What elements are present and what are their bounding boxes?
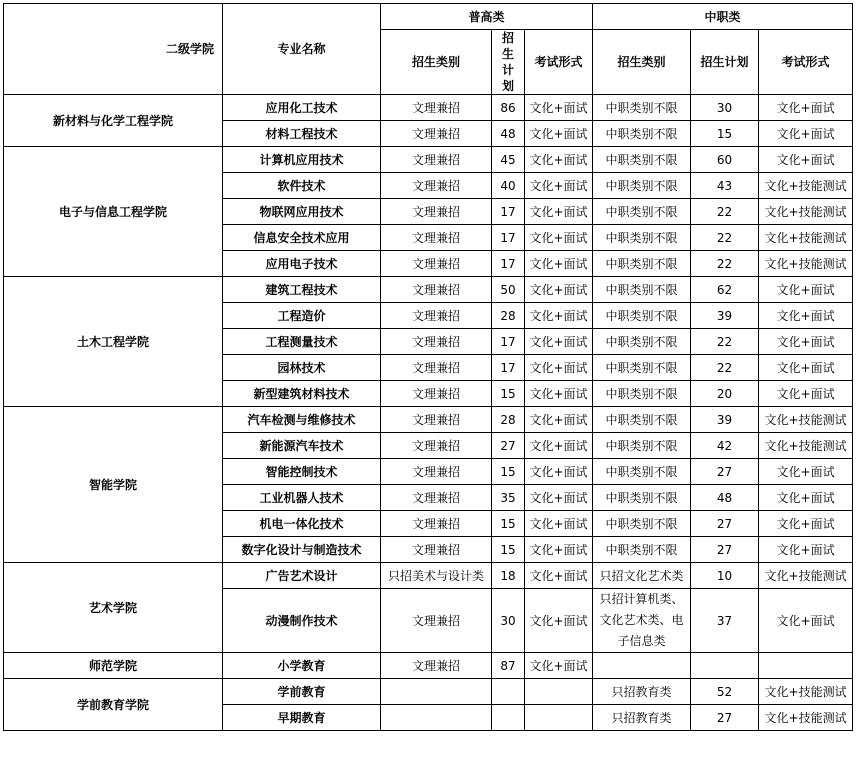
general-exam: 文化+面试 [525, 95, 593, 121]
major-name: 应用化工技术 [223, 95, 381, 121]
header-vocational-plan: 招生计划 [691, 30, 759, 95]
general-exam: 文化+面试 [525, 407, 593, 433]
header-general-group: 普高类 [381, 4, 593, 30]
vocational-exam: 文化+技能测试 [759, 199, 853, 225]
vocational-category [593, 589, 691, 653]
general-category: 文理兼招 [381, 199, 492, 225]
major-name: 软件技术 [223, 173, 381, 199]
general-plan: 28 [492, 407, 525, 433]
header-row-groups [4, 4, 853, 30]
table-row [4, 679, 853, 705]
general-category: 文理兼招 [381, 381, 492, 407]
major-name: 应用电子技术 [223, 251, 381, 277]
general-plan: 17 [492, 251, 525, 277]
general-exam: 文化+面试 [525, 121, 593, 147]
general-exam: 文化+面试 [525, 563, 593, 589]
general-plan: 17 [492, 225, 525, 251]
vocational-category: 只招教育类 [593, 705, 691, 731]
major-name: 园林技术 [223, 355, 381, 381]
college-name: 智能学院 [4, 407, 223, 563]
vocational-exam: 文化+面试 [759, 537, 853, 563]
general-plan: 17 [492, 199, 525, 225]
vocational-exam: 文化+面试 [759, 381, 853, 407]
header-general-plan-char: 招 [501, 31, 514, 45]
major-name: 物联网应用技术 [223, 199, 381, 225]
major-name: 建筑工程技术 [223, 277, 381, 303]
table-row [4, 563, 853, 589]
vocational-plan: 27 [691, 511, 759, 537]
header-vocational-group: 中职类 [593, 4, 853, 30]
general-category [381, 679, 492, 705]
general-plan: 30 [492, 589, 525, 653]
general-category: 文理兼招 [381, 589, 492, 653]
vocational-plan: 22 [691, 199, 759, 225]
general-plan: 40 [492, 173, 525, 199]
vocational-exam: 文化+面试 [759, 485, 853, 511]
vocational-category: 中职类别不限 [593, 459, 691, 485]
header-general-exam: 考试形式 [525, 30, 593, 95]
college-name: 学前教育学院 [4, 679, 223, 731]
header-vocational-category: 招生类别 [593, 30, 691, 95]
major-name: 信息安全技术应用 [223, 225, 381, 251]
general-exam: 文化+面试 [525, 653, 593, 679]
general-plan: 17 [492, 329, 525, 355]
general-exam [525, 705, 593, 731]
general-exam: 文化+面试 [525, 277, 593, 303]
general-category: 文理兼招 [381, 485, 492, 511]
admissions-table [3, 3, 853, 731]
general-plan: 28 [492, 303, 525, 329]
vocational-plan: 62 [691, 277, 759, 303]
general-exam: 文化+面试 [525, 355, 593, 381]
vocational-category: 中职类别不限 [593, 485, 691, 511]
general-category: 文理兼招 [381, 511, 492, 537]
general-plan: 15 [492, 537, 525, 563]
vocational-category: 中职类别不限 [593, 173, 691, 199]
vocational-exam: 文化+面试 [759, 329, 853, 355]
general-category: 文理兼招 [381, 653, 492, 679]
vocational-plan: 10 [691, 563, 759, 589]
general-plan: 17 [492, 355, 525, 381]
college-name: 艺术学院 [4, 563, 223, 653]
vocational-category: 中职类别不限 [593, 303, 691, 329]
header-general-plan-char: 生 [501, 47, 514, 61]
vocational-plan: 37 [691, 589, 759, 653]
vocational-category: 中职类别不限 [593, 121, 691, 147]
header-general-plan [492, 30, 525, 95]
general-plan: 15 [492, 381, 525, 407]
vocational-exam: 文化+技能测试 [759, 563, 853, 589]
general-exam: 文化+面试 [525, 147, 593, 173]
general-plan: 50 [492, 277, 525, 303]
major-name: 学前教育 [223, 679, 381, 705]
general-category: 文理兼招 [381, 277, 492, 303]
general-category: 文理兼招 [381, 407, 492, 433]
vocational-category-text: 只招计算机类、文化艺术类、电子信息类 [599, 592, 684, 648]
major-name: 动漫制作技术 [223, 589, 381, 653]
general-category: 文理兼招 [381, 147, 492, 173]
vocational-exam: 文化+技能测试 [759, 407, 853, 433]
vocational-category: 中职类别不限 [593, 355, 691, 381]
vocational-category: 中职类别不限 [593, 199, 691, 225]
general-exam: 文化+面试 [525, 511, 593, 537]
general-plan: 48 [492, 121, 525, 147]
major-name: 材料工程技术 [223, 121, 381, 147]
vocational-plan: 27 [691, 537, 759, 563]
vocational-plan: 22 [691, 329, 759, 355]
vocational-category: 中职类别不限 [593, 251, 691, 277]
general-exam: 文化+面试 [525, 199, 593, 225]
major-name: 机电一体化技术 [223, 511, 381, 537]
vocational-exam: 文化+面试 [759, 355, 853, 381]
major-name: 工程测量技术 [223, 329, 381, 355]
vocational-exam: 文化+面试 [759, 459, 853, 485]
vocational-plan: 30 [691, 95, 759, 121]
vocational-plan: 39 [691, 303, 759, 329]
vocational-category: 中职类别不限 [593, 277, 691, 303]
vocational-plan: 42 [691, 433, 759, 459]
vocational-plan: 27 [691, 705, 759, 731]
vocational-exam: 文化+面试 [759, 147, 853, 173]
major-name: 工程造价 [223, 303, 381, 329]
vocational-plan: 15 [691, 121, 759, 147]
general-exam: 文化+面试 [525, 459, 593, 485]
general-plan: 15 [492, 459, 525, 485]
vocational-exam [759, 653, 853, 679]
vocational-exam: 文化+技能测试 [759, 679, 853, 705]
table-row [4, 653, 853, 679]
vocational-category: 中职类别不限 [593, 95, 691, 121]
vocational-category: 中职类别不限 [593, 407, 691, 433]
major-name: 数字化设计与制造技术 [223, 537, 381, 563]
general-exam: 文化+面试 [525, 381, 593, 407]
vocational-plan: 48 [691, 485, 759, 511]
vocational-exam: 文化+面试 [759, 303, 853, 329]
major-name: 智能控制技术 [223, 459, 381, 485]
general-category: 只招美术与设计类 [381, 563, 492, 589]
vocational-exam: 文化+技能测试 [759, 433, 853, 459]
general-category: 文理兼招 [381, 459, 492, 485]
major-name: 汽车检测与维修技术 [223, 407, 381, 433]
vocational-plan: 22 [691, 251, 759, 277]
college-name: 师范学院 [4, 653, 223, 679]
vocational-category [593, 653, 691, 679]
general-plan: 27 [492, 433, 525, 459]
general-plan: 86 [492, 95, 525, 121]
major-name: 新能源汽车技术 [223, 433, 381, 459]
vocational-plan: 20 [691, 381, 759, 407]
vocational-plan: 52 [691, 679, 759, 705]
general-exam: 文化+面试 [525, 303, 593, 329]
table-row [4, 147, 853, 173]
general-category: 文理兼招 [381, 251, 492, 277]
vocational-exam: 文化+面试 [759, 589, 853, 653]
general-category: 文理兼招 [381, 173, 492, 199]
major-name: 小学教育 [223, 653, 381, 679]
general-exam [525, 679, 593, 705]
vocational-plan: 22 [691, 225, 759, 251]
general-plan: 18 [492, 563, 525, 589]
general-plan: 35 [492, 485, 525, 511]
general-plan [492, 679, 525, 705]
general-exam: 文化+面试 [525, 251, 593, 277]
general-exam: 文化+面试 [525, 433, 593, 459]
vocational-category: 中职类别不限 [593, 511, 691, 537]
major-name: 广告艺术设计 [223, 563, 381, 589]
vocational-plan [691, 653, 759, 679]
general-exam: 文化+面试 [525, 537, 593, 563]
vocational-exam: 文化+技能测试 [759, 173, 853, 199]
general-category: 文理兼招 [381, 121, 492, 147]
college-name: 电子与信息工程学院 [4, 147, 223, 277]
general-category: 文理兼招 [381, 537, 492, 563]
college-name: 土木工程学院 [4, 277, 223, 407]
vocational-plan: 22 [691, 355, 759, 381]
general-category: 文理兼招 [381, 303, 492, 329]
general-exam: 文化+面试 [525, 225, 593, 251]
general-exam: 文化+面试 [525, 485, 593, 511]
vocational-category: 中职类别不限 [593, 147, 691, 173]
header-major: 专业名称 [223, 4, 381, 95]
header-college: 二级学院 [4, 4, 223, 95]
general-category: 文理兼招 [381, 329, 492, 355]
vocational-plan: 39 [691, 407, 759, 433]
vocational-plan: 60 [691, 147, 759, 173]
vocational-category: 中职类别不限 [593, 225, 691, 251]
header-general-plan-char: 划 [501, 79, 514, 93]
major-name: 早期教育 [223, 705, 381, 731]
general-plan: 15 [492, 511, 525, 537]
vocational-category: 只招教育类 [593, 679, 691, 705]
college-name: 新材料与化学工程学院 [4, 95, 223, 147]
vocational-exam: 文化+面试 [759, 121, 853, 147]
general-plan [492, 705, 525, 731]
general-plan: 45 [492, 147, 525, 173]
header-general-category: 招生类别 [381, 30, 492, 95]
vocational-category: 中职类别不限 [593, 381, 691, 407]
vocational-exam: 文化+面试 [759, 277, 853, 303]
major-name: 工业机器人技术 [223, 485, 381, 511]
header-vocational-exam: 考试形式 [759, 30, 853, 95]
general-category: 文理兼招 [381, 95, 492, 121]
general-exam: 文化+面试 [525, 589, 593, 653]
major-name: 新型建筑材料技术 [223, 381, 381, 407]
general-exam: 文化+面试 [525, 173, 593, 199]
general-category: 文理兼招 [381, 433, 492, 459]
vocational-plan: 27 [691, 459, 759, 485]
table-row [4, 277, 853, 303]
vocational-category: 中职类别不限 [593, 537, 691, 563]
vocational-exam: 文化+技能测试 [759, 225, 853, 251]
vocational-exam: 文化+技能测试 [759, 251, 853, 277]
vocational-exam: 文化+技能测试 [759, 705, 853, 731]
general-plan: 87 [492, 653, 525, 679]
vocational-plan: 43 [691, 173, 759, 199]
major-name: 计算机应用技术 [223, 147, 381, 173]
vocational-category: 只招文化艺术类 [593, 563, 691, 589]
vocational-category: 中职类别不限 [593, 329, 691, 355]
table-row [4, 407, 853, 433]
general-category: 文理兼招 [381, 225, 492, 251]
general-category [381, 705, 492, 731]
general-exam: 文化+面试 [525, 329, 593, 355]
vocational-category: 中职类别不限 [593, 433, 691, 459]
vocational-exam: 文化+面试 [759, 511, 853, 537]
table-row [4, 95, 853, 121]
general-category: 文理兼招 [381, 355, 492, 381]
header-general-plan-char: 计 [501, 63, 514, 77]
vocational-exam: 文化+面试 [759, 95, 853, 121]
